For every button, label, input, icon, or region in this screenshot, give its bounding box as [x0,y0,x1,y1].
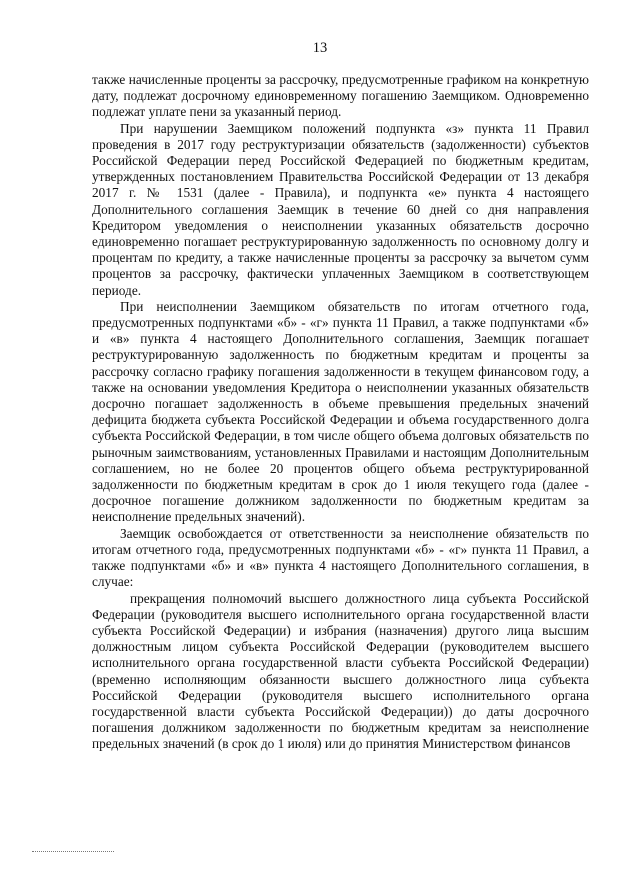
paragraph-continuation: также начисленные проценты за рассрочку, предусмотренные графиком на конкретную дату, подлежат досрочному единовременному погашению Заемщиком. Одновременно подлежат уплате пени за указанный период. [92,72,589,120]
paragraph-violation: При нарушении Заемщиком положений подпункта «з» пункта 11 Правил проведения в 2017 году реструктуризации обязательств (задолженности) субъектов Российской Федерации перед Российской Федерацией по бюджетным кредитам, утвержденных постановлением Правительства Российской Федерации от 13 декабря 2017 г. № 1531 (далее - Правила), и подпункта «е» пункта 4 настоящего Дополнительного соглашения Заемщик в течение 60 дней со дня направления Кредитором уведомления о неисполнении указанных обязательств досрочно единовременно погашает реструктурированную задолженность по основному долгу и процентам по кредиту, а также начисленные проценты за рассрочку за вычетом сумм процентов за рассрочку, фактически уплаченных Заемщиком в соответствующем периоде. [92,120,589,298]
paragraph-termination-case: прекращения полномочий высшего должностного лица субъекта Российской Федерации (руководителя высшего исполнительного органа государственной власти субъекта Российской Федерации) и избрания (назначения) другого лица высшим должностным лицом субъекта Российской Федерации (руководителем высшего исполнительного органа государственной власти субъекта Российской Федерации) (временно исполняющим обязанности высшего должностного лица субъекта Российской Федерации (руководителя высшего исполнительного органа государственной власти субъекта Российской Федерации)) до даты досрочного погашения должником задолженности по бюджетным кредитам за неисполнение предельных значений (в срок до 1 июля) или до принятия Министерством финансов [92,590,589,752]
document-body [92,72,589,753]
footer-dotted-rule [32,851,114,852]
paragraph-exemption: Заемщик освобождается от ответственности за неисполнение обязательств по итогам отчетного года, предусмотренных подпунктами «б» - «г» пункта 11 Правил, а также подпунктами «б» и «в» пункта 4 настоящего Дополнительного соглашения, в случае: [92,525,589,590]
page-number: 13 [312,40,328,56]
paragraph-non-fulfilment: При неисполнении Заемщиком обязательств по итогам отчетного года, предусмотренных подпунктами «б» - «г» пункта 11 Правил, а также подпунктами «б» и «в» пункта 4 настоящего Дополнительного соглашения, Заемщик погашает реструктурированную задолженность по бюджетным кредитам и проценты за рассрочку согласно графику погашения задолженности в текущем финансовом году, а также на основании уведомления Кредитора о неисполнении указанных обязательств досрочно погашает задолженность в объеме превышения предельных значений дефицита бюджета субъекта Российской Федерации и объема государственного долга субъекта Российской Федерации, в том числе общего объема долговых обязательств по рыночным заимствованиям, установленных Правилами и настоящим Дополнительным соглашением, но не более 20 процентов общего объема реструктурированной задолженности по бюджетным кредитам в срок до 1 июля текущего года (далее - досрочное погашение должником задолженности по бюджетным кредитам за неисполнение предельных значений). [92,298,589,525]
